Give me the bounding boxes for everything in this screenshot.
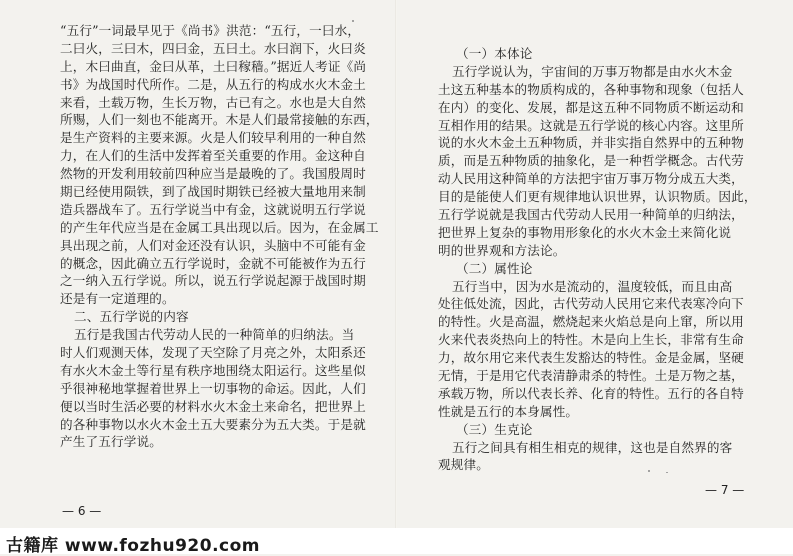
text-line: 力，故尔用它来代表生发豁达的特性。金是金属，坚硬 (438, 350, 744, 366)
site-watermark (0, 528, 793, 554)
text-line: 处往低处流，因此，古代劳动人民用它来代表寒冷向下 (438, 296, 744, 312)
text-line: 承载万物，所以代表长养、化育的特性。五行的各自特 (438, 385, 744, 401)
text-line: “五行”一词最早见于《尚书》洪范：“五行，一曰水， (60, 23, 361, 38)
right-page-text (438, 45, 768, 474)
text-line: 性就是五行的本身属性。 (438, 403, 579, 419)
page-number-left: — 6 — (62, 504, 102, 518)
text-line: 书》为战国时代所作。二是，从五行的构成水火木金土 (60, 76, 366, 92)
text-line: 把世界上复杂的事物用形象化的水火木金土来简化说 (438, 224, 732, 240)
text-line: 五行学说认为，宇宙间的万事万物都是由水火木金 (452, 63, 733, 79)
text-line: 五行学说就是我国古代劳动人民用一种简单的归纳法， (438, 207, 744, 223)
text-line: 的产生年代应当是在金属工具出现以后。因为，在金属工 (60, 219, 379, 235)
text-line: （三）生克论 (456, 421, 533, 437)
text-line: 目的是能使人们更有规律地认识世界，认识物质。因此， (438, 189, 757, 205)
scan-speck (352, 20, 354, 22)
text-line: 五行之间具有相生相克的规律，这也是自然界的客 (452, 439, 733, 455)
text-line: 五行是我国古代劳动人民的一种简单的归纳法。当 (74, 327, 355, 343)
text-line: 时人们观测天体，发现了天空除了月亮之外，太阳系还 (60, 345, 366, 361)
text-line: 所赐，人们一刻也不能离开。木是人们最常接触的东西， (60, 112, 379, 128)
text-line: 造兵器战车了。五行学说当中有金，这就说明五行学说 (60, 201, 366, 217)
text-line: 的各种事物以水火木金土五大要素分为五大类。于是就 (60, 416, 366, 432)
text-line: 产生了五行学说。 (60, 434, 162, 450)
text-line: 互相作用的结果。这就是五行学说的核心内容。这里所 (438, 117, 744, 133)
text-line: 力，在人们的生活中发挥着至关重要的作用。金这种自 (60, 148, 366, 164)
text-line: 土这五种基本的物质构成的，各种事物和现象（包括人 (438, 81, 744, 97)
left-page-text (60, 22, 390, 451)
text-line: 具出现之前，人们对金还没有认识，头脑中不可能有金 (60, 237, 366, 253)
text-line: 说的水火木金土五种物质，并非实指自然界中的五种物 (438, 135, 744, 151)
scan-speck (648, 470, 650, 472)
text-line: 的概念，因此确立五行学说时，金就不可能被作为五行 (60, 255, 366, 271)
text-line: 二、五行学说的内容 (74, 309, 189, 325)
text-line: 便以当时生活必要的材料水火木金土来命名，把世界上 (60, 398, 366, 414)
text-line: 来看，土载万物，生长万物，古已有之。水也是大自然 (60, 94, 366, 110)
text-line: 还是有一定道理的。 (60, 291, 175, 307)
text-line: 上，木曰曲直，金曰从革，土曰稼穑。”据近人考证《尚 (60, 58, 367, 74)
text-line: （二）属性论 (456, 260, 533, 276)
right-page (396, 0, 793, 554)
text-line: 在内）的变化、发展，都是这五种不同物质不断运动和 (438, 99, 744, 115)
text-line: 乎很神秘地掌握着世界上一切事物的命运。因此，人们 (60, 380, 366, 396)
watermark-text: 古籍库 www.fozhu920.com (6, 536, 260, 556)
text-line: 五行当中，因为水是流动的，温度较低，而且由高 (452, 278, 733, 294)
text-line: 动人民用这种简单的方法把宇宙万事万物分成五大类， (438, 171, 744, 187)
text-line: 之一纳入五行学说。所以，说五行学说起源于战国时期 (60, 273, 366, 289)
scan-speck (666, 472, 668, 473)
text-line: （一）本体论 (456, 46, 533, 61)
text-line: 质，而是五种物质的抽象化，是一种哲学概念。古代劳 (438, 153, 744, 169)
text-line: 明的世界观和方法论。 (438, 242, 566, 258)
text-line: 然物的开发利用较前四种应当是最晚的了。我国殷周时 (60, 166, 366, 182)
text-line: 火来代表炎热向上的特性。木是向上生长，非常有生命 (438, 332, 744, 348)
page-number-right: — 7 — (705, 483, 745, 497)
left-page (0, 0, 396, 554)
text-line: 观规律。 (438, 457, 489, 473)
text-line: 二曰火，三曰木，四曰金，五曰土。水曰润下，火曰炎 (60, 40, 366, 56)
text-line: 期已经使用陨铁，到了战国时期铁已经被大量地用来制 (60, 184, 366, 200)
text-line: 是生产资料的主要来源。火是人们较早利用的一种自然 (60, 130, 366, 146)
text-line: 有水火木金土等行星有秩序地围绕太阳运行。这些星似 (60, 362, 366, 378)
text-line: 无情，于是用它代表清静肃杀的特性。土是万物之基， (438, 368, 744, 384)
text-line: 的特性。火是高温，燃烧起来火焰总是向上窜，所以用 (438, 314, 744, 330)
